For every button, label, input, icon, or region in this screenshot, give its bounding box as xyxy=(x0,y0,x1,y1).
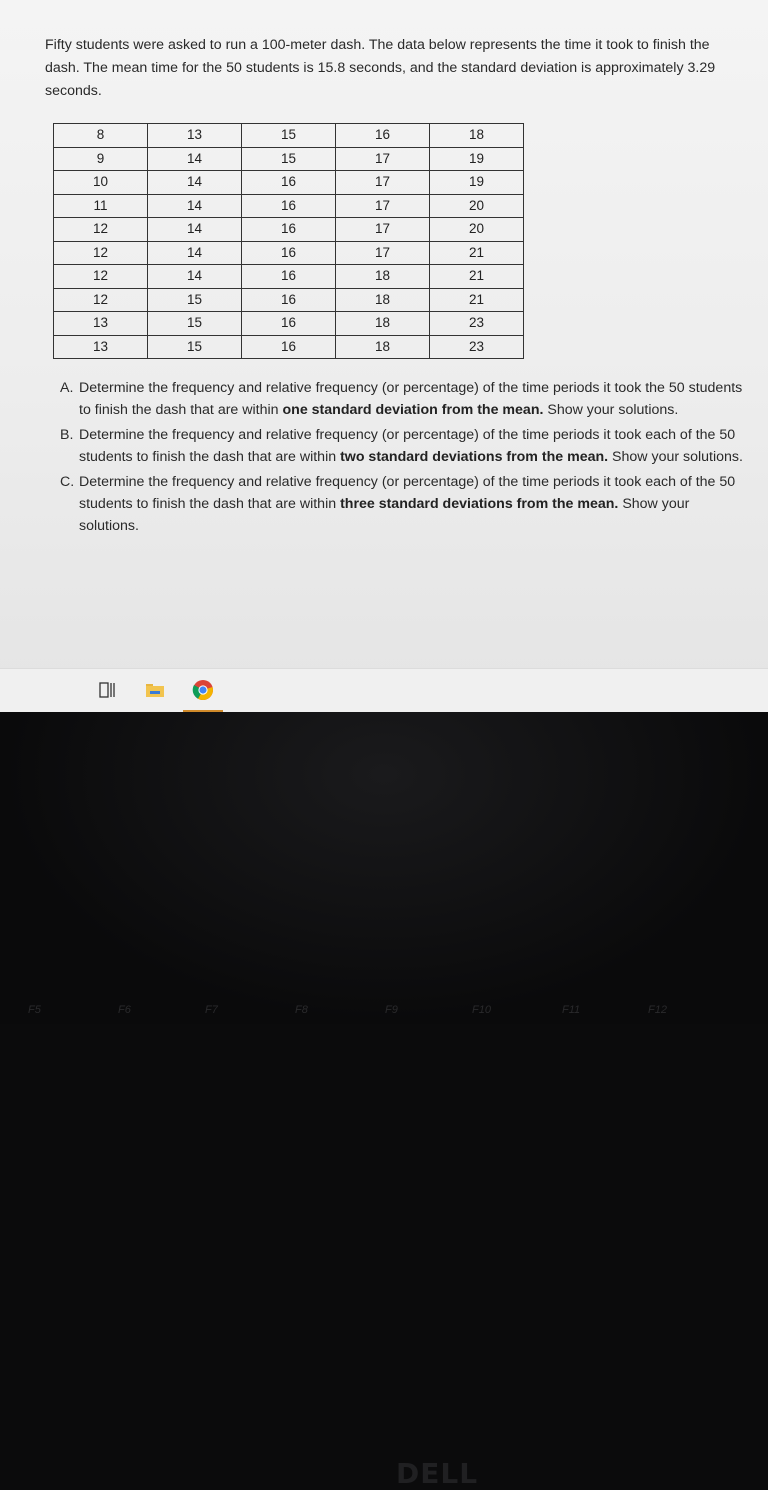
table-cell: 16 xyxy=(242,335,336,359)
laptop-bezel xyxy=(0,712,768,1490)
table-cell: 12 xyxy=(54,241,148,265)
function-key-f9: F9 xyxy=(385,1004,398,1016)
task-view-glyph xyxy=(99,681,115,699)
question-item xyxy=(60,424,745,468)
table-cell: 17 xyxy=(336,218,430,242)
question-emphasis: three standard deviations from the mean. xyxy=(340,496,619,512)
table-cell: 16 xyxy=(242,194,336,218)
function-key-f8: F8 xyxy=(295,1004,308,1016)
question-instruction: Show your solutions. xyxy=(608,449,743,465)
table-cell: 13 xyxy=(148,124,242,148)
table-cell: 12 xyxy=(54,265,148,289)
table-cell: 16 xyxy=(242,171,336,195)
table-cell: 13 xyxy=(54,335,148,359)
table-row xyxy=(54,312,524,336)
table-cell: 16 xyxy=(242,241,336,265)
table-row xyxy=(54,194,524,218)
table-cell: 17 xyxy=(336,194,430,218)
table-cell: 15 xyxy=(148,312,242,336)
question-letter: C. xyxy=(60,474,75,490)
function-key-f5: F5 xyxy=(28,1004,41,1016)
table-cell: 14 xyxy=(148,241,242,265)
table-cell: 17 xyxy=(336,241,430,265)
table-cell: 13 xyxy=(54,312,148,336)
table-cell: 19 xyxy=(430,171,524,195)
laptop-screen xyxy=(0,0,768,712)
table-cell: 8 xyxy=(54,124,148,148)
table-cell: 15 xyxy=(148,288,242,312)
question-emphasis: one standard deviation from the mean. xyxy=(282,402,544,418)
function-key-f7: F7 xyxy=(205,1004,218,1016)
table-cell: 14 xyxy=(148,218,242,242)
dash-times-table xyxy=(53,123,524,359)
brand-logo: DELL xyxy=(396,1457,479,1490)
table-body xyxy=(54,124,524,359)
table-cell: 9 xyxy=(54,147,148,171)
table-cell: 11 xyxy=(54,194,148,218)
question-emphasis: two standard deviations from the mean. xyxy=(340,449,609,465)
table-cell: 12 xyxy=(54,218,148,242)
folder-glyph xyxy=(145,682,165,698)
table-row xyxy=(54,288,524,312)
function-key-f6: F6 xyxy=(118,1004,131,1016)
table-cell: 10 xyxy=(54,171,148,195)
table-cell: 16 xyxy=(242,218,336,242)
table-cell: 16 xyxy=(242,265,336,289)
table-cell: 14 xyxy=(148,171,242,195)
table-row xyxy=(54,241,524,265)
table-cell: 17 xyxy=(336,171,430,195)
table-cell: 18 xyxy=(336,288,430,312)
question-instruction: Show your solutions. xyxy=(543,402,679,418)
function-key-row xyxy=(0,1004,768,1024)
table-row xyxy=(54,335,524,359)
table-cell: 14 xyxy=(148,265,242,289)
function-key-f11: F11 xyxy=(562,1004,581,1016)
table-cell: 21 xyxy=(430,265,524,289)
table-cell: 23 xyxy=(430,312,524,336)
table-cell: 16 xyxy=(336,124,430,148)
table-cell: 18 xyxy=(336,312,430,336)
table-row xyxy=(54,265,524,289)
table-cell: 20 xyxy=(430,218,524,242)
table-cell: 16 xyxy=(242,312,336,336)
chrome-icon[interactable] xyxy=(189,677,217,703)
table-cell: 21 xyxy=(430,288,524,312)
table-cell: 17 xyxy=(336,147,430,171)
chrome-glyph xyxy=(192,679,214,701)
table-cell: 23 xyxy=(430,335,524,359)
table-row xyxy=(54,171,524,195)
table-row xyxy=(54,147,524,171)
table-cell: 21 xyxy=(430,241,524,265)
problem-intro: Fifty students were asked to run a 100-meter dash. The data below represents the time it took to finish the dash. The mean time for the 50 students is 15.8 seconds, and the standard deviation is approximately 3.29 seconds. xyxy=(45,37,716,99)
table-row xyxy=(54,218,524,242)
question-instruction: Show your solutions. xyxy=(79,496,690,534)
question-list xyxy=(60,377,745,540)
function-key-f10: F10 xyxy=(472,1004,491,1016)
question-letter: A. xyxy=(60,380,74,396)
table-cell: 15 xyxy=(242,124,336,148)
table-cell: 14 xyxy=(148,194,242,218)
task-view-icon[interactable] xyxy=(93,677,121,703)
question-item xyxy=(60,471,745,537)
table-cell: 12 xyxy=(54,288,148,312)
table-cell: 20 xyxy=(430,194,524,218)
table-cell: 19 xyxy=(430,147,524,171)
question-letter: B. xyxy=(60,427,74,443)
table-cell: 18 xyxy=(336,265,430,289)
question-text: Determine the frequency and relative frequency (or percentage) of the time periods it took each of the 50 students to finish the dash that are within xyxy=(79,474,736,512)
question-item xyxy=(60,377,745,421)
taskbar xyxy=(0,668,768,712)
table-cell: 18 xyxy=(430,124,524,148)
table-cell: 16 xyxy=(242,288,336,312)
table-row xyxy=(54,124,524,148)
question-text: Determine the frequency and relative frequency (or percentage) of the time periods it took each of the 50 students to finish the dash that are within xyxy=(79,427,736,465)
table-cell: 15 xyxy=(242,147,336,171)
function-key-f12: F12 xyxy=(648,1004,667,1016)
table-cell: 15 xyxy=(148,335,242,359)
table-cell: 18 xyxy=(336,335,430,359)
table-cell: 14 xyxy=(148,147,242,171)
question-text: Determine the frequency and relative frequency (or percentage) of the time periods it took the 50 students to finish the dash that are within xyxy=(79,380,743,418)
file-explorer-icon[interactable] xyxy=(141,677,169,703)
